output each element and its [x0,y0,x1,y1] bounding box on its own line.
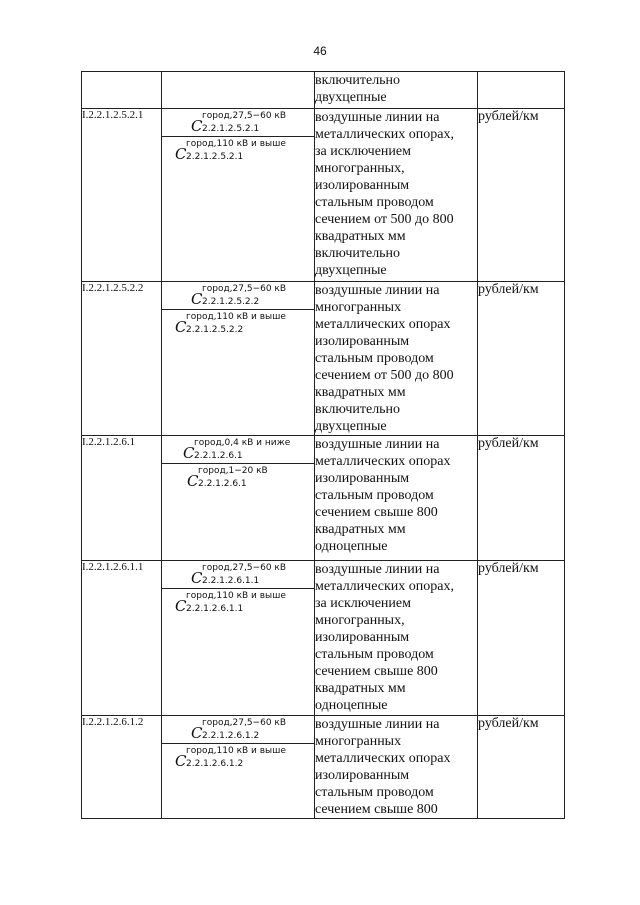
variable-cell [162,716,315,819]
variable-cell [162,109,315,282]
description-line: многогранных [315,300,402,315]
rate-superscript: город,110 кВ и выше [186,591,286,601]
code-cell: I.2.2.1.2.6.1.2 [82,716,162,819]
description-line: сечением свыше 800 [315,664,438,679]
unit-cell: рублей/км [478,109,565,282]
variable-cell [162,282,315,436]
rate-variable [162,282,314,310]
description-line: стальным проводом [315,647,434,662]
code-cell: I.2.2.1.2.5.2.1 [82,109,162,282]
description-line: металлических опорах [315,317,451,332]
description-line: квадратных мм [315,385,406,400]
unit-cell: рублей/км [478,436,565,561]
description-line: сечением от 500 до 800 [315,368,454,383]
rate-symbol: С [175,145,187,163]
description-line: сечением от 500 до 800 [315,212,454,227]
description-line: включительно [315,73,401,88]
rate-subscript: 2.2.1.2.6.1.2 [186,759,244,769]
rate-symbol: С [187,472,199,490]
unit-cell: рублей/км [478,282,565,436]
description-line: квадратных мм [315,681,406,696]
rate-variable [162,137,314,164]
description-line: двухцепные [315,263,387,278]
rate-symbol: С [175,752,187,770]
rate-variable [162,589,314,616]
table-row [82,436,565,561]
rate-subscript: 2.2.1.2.6.1 [194,451,243,461]
description-line: двухцепные [315,419,387,434]
description-cell [315,436,478,561]
description-cell [315,716,478,819]
rate-symbol: С [191,724,203,742]
description-line: изолированным [315,768,410,783]
table-row-continuation [82,72,565,109]
description-line: воздушные линии на [315,283,440,298]
rate-subscript: 2.2.1.2.6.1.1 [186,604,244,614]
description-line: изолированным [315,334,410,349]
rate-variable [162,109,314,137]
rate-symbol: С [191,117,203,135]
description-line: изолированным [315,178,410,193]
description-line: сечением свыше 800 [315,505,438,520]
description-line: воздушные линии на [315,437,440,452]
unit-cell: рублей/км [478,716,565,819]
description-line: металлических опорах [315,454,451,469]
description-line: двухцепные [315,90,387,105]
description-line: металлических опорах [315,751,451,766]
description-line: одноцепные [315,698,388,713]
description-cell [315,282,478,436]
description-line: воздушные линии на [315,562,440,577]
variable-cell [162,436,315,561]
description-line: одноцепные [315,539,388,554]
description-line: квадратных мм [315,522,406,537]
rate-subscript: 2.2.1.2.6.1 [198,479,247,489]
table-row [82,282,565,436]
description-line: стальным проводом [315,351,434,366]
description-line: стальным проводом [315,195,434,210]
rate-symbol: С [191,290,203,308]
description-line: сечением свыше 800 [315,802,438,817]
code-cell [82,72,162,109]
unit-cell [478,72,565,109]
description-cell [315,561,478,716]
rate-variable [162,716,314,744]
description-line: воздушные линии на [315,717,440,732]
rate-symbol: С [183,444,195,462]
description-line: металлических опорах, [315,579,454,594]
rate-variable [162,561,314,589]
table-row [82,561,565,716]
description-line: квадратных мм [315,229,406,244]
rate-superscript: город,0,4 кВ и ниже [194,438,291,448]
rate-subscript: 2.2.1.2.5.2.1 [202,124,260,134]
rate-superscript: город,27,5−60 кВ [202,563,287,573]
description-line: многогранных, [315,613,405,628]
rate-subscript: 2.2.1.2.5.2.2 [186,325,244,335]
rate-symbol: С [175,318,187,336]
table-row [82,109,565,282]
code-cell: I.2.2.1.2.6.1 [82,436,162,561]
rate-subscript: 2.2.1.2.6.1.1 [202,576,260,586]
description-line: стальным проводом [315,785,434,800]
unit-cell: рублей/км [478,561,565,716]
rate-superscript: город,110 кВ и выше [186,312,286,322]
rate-superscript: город,27,5−60 кВ [202,718,287,728]
rate-superscript: город,110 кВ и выше [186,746,286,756]
description-line: многогранных, [315,161,405,176]
description-line: металлических опорах, [315,127,454,142]
rate-superscript: город,110 кВ и выше [186,139,286,149]
rate-variable [162,744,314,771]
rate-symbol: С [175,597,187,615]
description-line: за исключением [315,144,411,159]
description-line: стальным проводом [315,488,434,503]
description-cell [315,72,478,109]
description-line: включительно [315,246,401,261]
code-cell: I.2.2.1.2.5.2.2 [82,282,162,436]
variable-cell [162,72,315,109]
description-line: за исключением [315,596,411,611]
rates-table [81,71,565,819]
code-cell: I.2.2.1.2.6.1.1 [82,561,162,716]
rate-superscript: город,27,5−60 кВ [202,284,287,294]
description-cell [315,109,478,282]
description-line: включительно [315,402,401,417]
description-line: воздушные линии на [315,110,440,125]
rate-subscript: 2.2.1.2.6.1.2 [202,731,260,741]
description-line: многогранных [315,734,402,749]
table-row [82,716,565,819]
variable-cell [162,561,315,716]
rate-subscript: 2.2.1.2.5.2.2 [202,297,260,307]
rate-variable [162,464,314,491]
rate-subscript: 2.2.1.2.5.2.1 [186,152,244,162]
rate-variable [162,310,314,337]
rate-superscript: город,27,5−60 кВ [202,111,287,121]
rate-variable [162,436,314,464]
description-line: изолированным [315,471,410,486]
description-line: изолированным [315,630,410,645]
page-number: 46 [313,44,327,58]
rate-symbol: С [191,569,203,587]
rate-superscript: город,1−20 кВ [198,466,268,476]
